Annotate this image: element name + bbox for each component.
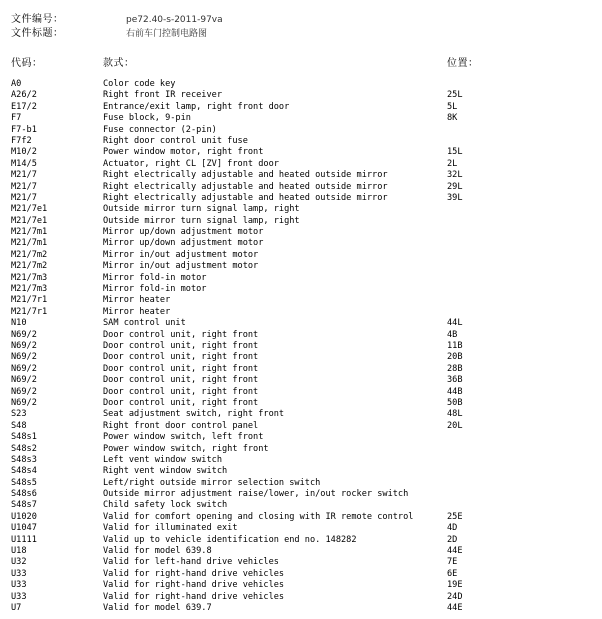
row-code: S48s3	[11, 454, 37, 465]
table-row	[11, 307, 591, 318]
row-code: A0	[11, 79, 22, 89]
row-position: 11B	[447, 340, 463, 351]
row-description: Valid for right-hand drive vehicles	[103, 580, 285, 591]
row-code: M21/7m2	[11, 249, 48, 260]
row-code: S48s2	[11, 443, 37, 454]
row-code: U1047	[11, 523, 37, 534]
row-description: Right door control unit fuse	[103, 135, 248, 146]
row-description: Mirror in/out adjustment motor	[103, 249, 259, 260]
row-description: Door control unit, right front	[103, 352, 259, 363]
row-code: S48s6	[11, 489, 37, 500]
table-row	[11, 523, 591, 534]
table-row	[11, 227, 591, 238]
table-row	[11, 295, 591, 306]
row-code: M21/7m3	[11, 272, 48, 283]
table-row	[11, 261, 591, 272]
row-description: Power window switch, left front	[103, 432, 264, 443]
table-row	[11, 352, 591, 363]
row-position: 44B	[447, 386, 463, 397]
row-code: U32	[11, 557, 27, 568]
row-position: 25E	[447, 511, 463, 522]
row-position: 29L	[447, 181, 463, 192]
table-row	[11, 90, 591, 101]
table-row	[11, 535, 591, 546]
row-code: M21/7e1	[11, 204, 48, 215]
table-row	[11, 478, 591, 489]
row-description: Seat adjustment switch, right front	[103, 409, 285, 420]
row-description: Outside mirror turn signal lamp, right	[103, 204, 300, 215]
table-row	[11, 512, 591, 523]
row-description: Left vent window switch	[103, 454, 222, 465]
doc-number-label: 文件编号：	[11, 14, 64, 25]
row-position: 44E	[447, 546, 463, 557]
row-position: 6E	[447, 568, 458, 579]
row-code: F7	[11, 113, 22, 124]
row-position: 50B	[447, 397, 463, 408]
table-row	[11, 136, 591, 147]
table-row	[11, 455, 591, 466]
row-position: 39L	[447, 192, 463, 203]
row-position: 2L	[447, 158, 458, 169]
row-position: 44E	[447, 602, 463, 613]
row-code: M21/7r1	[11, 306, 48, 317]
table-row	[11, 125, 591, 136]
table-row	[11, 318, 591, 329]
table-row	[11, 546, 591, 557]
row-description: Right electrically adjustable and heated outside mirror	[103, 170, 388, 181]
row-code: S48s1	[11, 432, 37, 443]
row-description: Valid up to vehicle identification end no. 148282	[103, 534, 357, 545]
row-description: Mirror fold-in motor	[103, 272, 207, 283]
row-code: M14/5	[11, 158, 37, 169]
row-code: U18	[11, 546, 27, 557]
row-position: 2D	[447, 534, 458, 545]
row-code: S23	[11, 409, 27, 420]
row-code: N69/2	[11, 397, 37, 408]
table-row	[11, 182, 591, 193]
doc-title-row	[11, 27, 591, 41]
table-row	[11, 204, 591, 215]
table-row	[11, 193, 591, 204]
table-row	[11, 364, 591, 375]
row-code: U33	[11, 580, 27, 591]
row-code: S48s5	[11, 477, 37, 488]
table-row	[11, 557, 591, 568]
row-description: Door control unit, right front	[103, 340, 259, 351]
table-row	[11, 500, 591, 511]
header-desc: 款式：	[103, 58, 135, 69]
row-position: 15L	[447, 147, 463, 158]
row-position: 5L	[447, 101, 458, 112]
table-body	[11, 79, 591, 614]
component-table	[11, 57, 591, 614]
table-row	[11, 250, 591, 261]
row-code: M21/7	[11, 192, 37, 203]
table-row	[11, 421, 591, 432]
table-row	[11, 432, 591, 443]
row-description: Right electrically adjustable and heated outside mirror	[103, 181, 388, 192]
row-description: Right front IR receiver	[103, 90, 222, 101]
row-description: Door control unit, right front	[103, 375, 259, 386]
row-code: N69/2	[11, 340, 37, 351]
row-code: N10	[11, 318, 27, 329]
row-code: U33	[11, 591, 27, 602]
row-description: Valid for model 639.7	[103, 602, 212, 613]
table-row	[11, 102, 591, 113]
row-position: 25L	[447, 90, 463, 101]
row-description: Actuator, right CL [ZV] front door	[103, 158, 279, 169]
row-code: M10/2	[11, 147, 37, 158]
row-description: Power window motor, right front	[103, 147, 264, 158]
table-row	[11, 238, 591, 249]
row-code: U1020	[11, 511, 37, 522]
table-row	[11, 489, 591, 500]
row-position: 24D	[447, 591, 463, 602]
row-position: 20B	[447, 352, 463, 363]
row-description: SAM control unit	[103, 318, 186, 329]
row-code: S48s4	[11, 466, 37, 477]
row-description: Mirror up/down adjustment motor	[103, 227, 264, 238]
table-row	[11, 387, 591, 398]
row-description: Valid for right-hand drive vehicles	[103, 568, 285, 579]
row-description: Door control unit, right front	[103, 329, 259, 340]
header-pos: 位置：	[447, 58, 479, 69]
table-row	[11, 603, 591, 614]
table-row	[11, 79, 591, 90]
row-position: 4D	[447, 523, 458, 534]
doc-title-label: 文件标题：	[11, 28, 64, 39]
row-code: N69/2	[11, 386, 37, 397]
table-row	[11, 216, 591, 227]
header-code: 代码：	[11, 58, 43, 69]
table-row	[11, 170, 591, 181]
row-code: F7f2	[11, 135, 32, 146]
doc-title-value: 右前车门控制电路图	[126, 29, 208, 39]
row-code: M21/7	[11, 170, 37, 181]
row-code: M21/7m1	[11, 227, 48, 238]
row-position: 48L	[447, 409, 463, 420]
row-description: Door control unit, right front	[103, 386, 259, 397]
row-description: Outside mirror adjustment raise/lower, in/out rocker switch	[103, 489, 409, 500]
row-position: 8K	[447, 113, 458, 124]
row-description: Color code key	[103, 79, 176, 89]
row-code: M21/7r1	[11, 295, 48, 306]
table-row	[11, 409, 591, 420]
row-description: Right vent window switch	[103, 466, 228, 477]
table-row	[11, 375, 591, 386]
row-code: F7-b1	[11, 124, 37, 135]
table-row	[11, 273, 591, 284]
row-description: Door control unit, right front	[103, 363, 259, 374]
row-description: Right front door control panel	[103, 420, 259, 431]
row-code: S48s7	[11, 500, 37, 511]
row-code: M21/7m3	[11, 284, 48, 295]
row-position: 19E	[447, 580, 463, 591]
table-row	[11, 159, 591, 170]
row-description: Entrance/exit lamp, right front door	[103, 101, 290, 112]
row-code: E17/2	[11, 101, 37, 112]
row-description: Mirror heater	[103, 295, 171, 306]
row-position: 44L	[447, 318, 463, 329]
row-code: U1111	[11, 534, 37, 545]
row-position: 32L	[447, 170, 463, 181]
row-description: Valid for right-hand drive vehicles	[103, 591, 285, 602]
row-code: N69/2	[11, 352, 37, 363]
row-description: Mirror in/out adjustment motor	[103, 261, 259, 272]
row-description: Outside mirror turn signal lamp, right	[103, 215, 300, 226]
row-code: N69/2	[11, 363, 37, 374]
table-row	[11, 569, 591, 580]
row-description: Mirror fold-in motor	[103, 284, 207, 295]
row-code: M21/7m2	[11, 261, 48, 272]
row-code: A26/2	[11, 90, 37, 101]
row-position: 20L	[447, 420, 463, 431]
table-row	[11, 147, 591, 158]
row-position: 28B	[447, 363, 463, 374]
table-row	[11, 341, 591, 352]
row-description: Power window switch, right front	[103, 443, 269, 454]
row-description: Right electrically adjustable and heated outside mirror	[103, 192, 388, 203]
row-code: M21/7	[11, 181, 37, 192]
row-description: Left/right outside mirror selection switch	[103, 477, 321, 488]
row-position: 4B	[447, 329, 458, 340]
row-description: Valid for left-hand drive vehicles	[103, 557, 279, 568]
row-code: U33	[11, 568, 27, 579]
table-row	[11, 580, 591, 591]
table-row	[11, 592, 591, 603]
doc-number-value: pe72.40-s-2011-97va	[126, 15, 223, 25]
row-code: M21/7e1	[11, 215, 48, 226]
table-row	[11, 113, 591, 124]
row-description: Valid for comfort opening and closing with IR remote control	[103, 511, 414, 522]
row-code: S48	[11, 420, 27, 431]
row-code: N69/2	[11, 375, 37, 386]
table-row	[11, 466, 591, 477]
row-description: Mirror up/down adjustment motor	[103, 238, 264, 249]
doc-number-row	[11, 13, 591, 27]
document-meta	[11, 13, 591, 41]
table-row	[11, 330, 591, 341]
row-description: Fuse block, 9-pin	[103, 113, 191, 124]
table-row	[11, 444, 591, 455]
row-description: Fuse connector (2-pin)	[103, 124, 217, 135]
row-description: Door control unit, right front	[103, 397, 259, 408]
table-header	[11, 57, 591, 71]
row-position: 36B	[447, 375, 463, 386]
row-code: M21/7m1	[11, 238, 48, 249]
row-description: Mirror heater	[103, 306, 171, 317]
row-description: Child safety lock switch	[103, 500, 228, 511]
table-row	[11, 398, 591, 409]
row-description: Valid for model 639.8	[103, 546, 212, 557]
row-code: N69/2	[11, 329, 37, 340]
table-row	[11, 284, 591, 295]
row-description: Valid for illuminated exit	[103, 523, 238, 534]
row-code: U7	[11, 602, 22, 613]
row-position: 7E	[447, 557, 458, 568]
